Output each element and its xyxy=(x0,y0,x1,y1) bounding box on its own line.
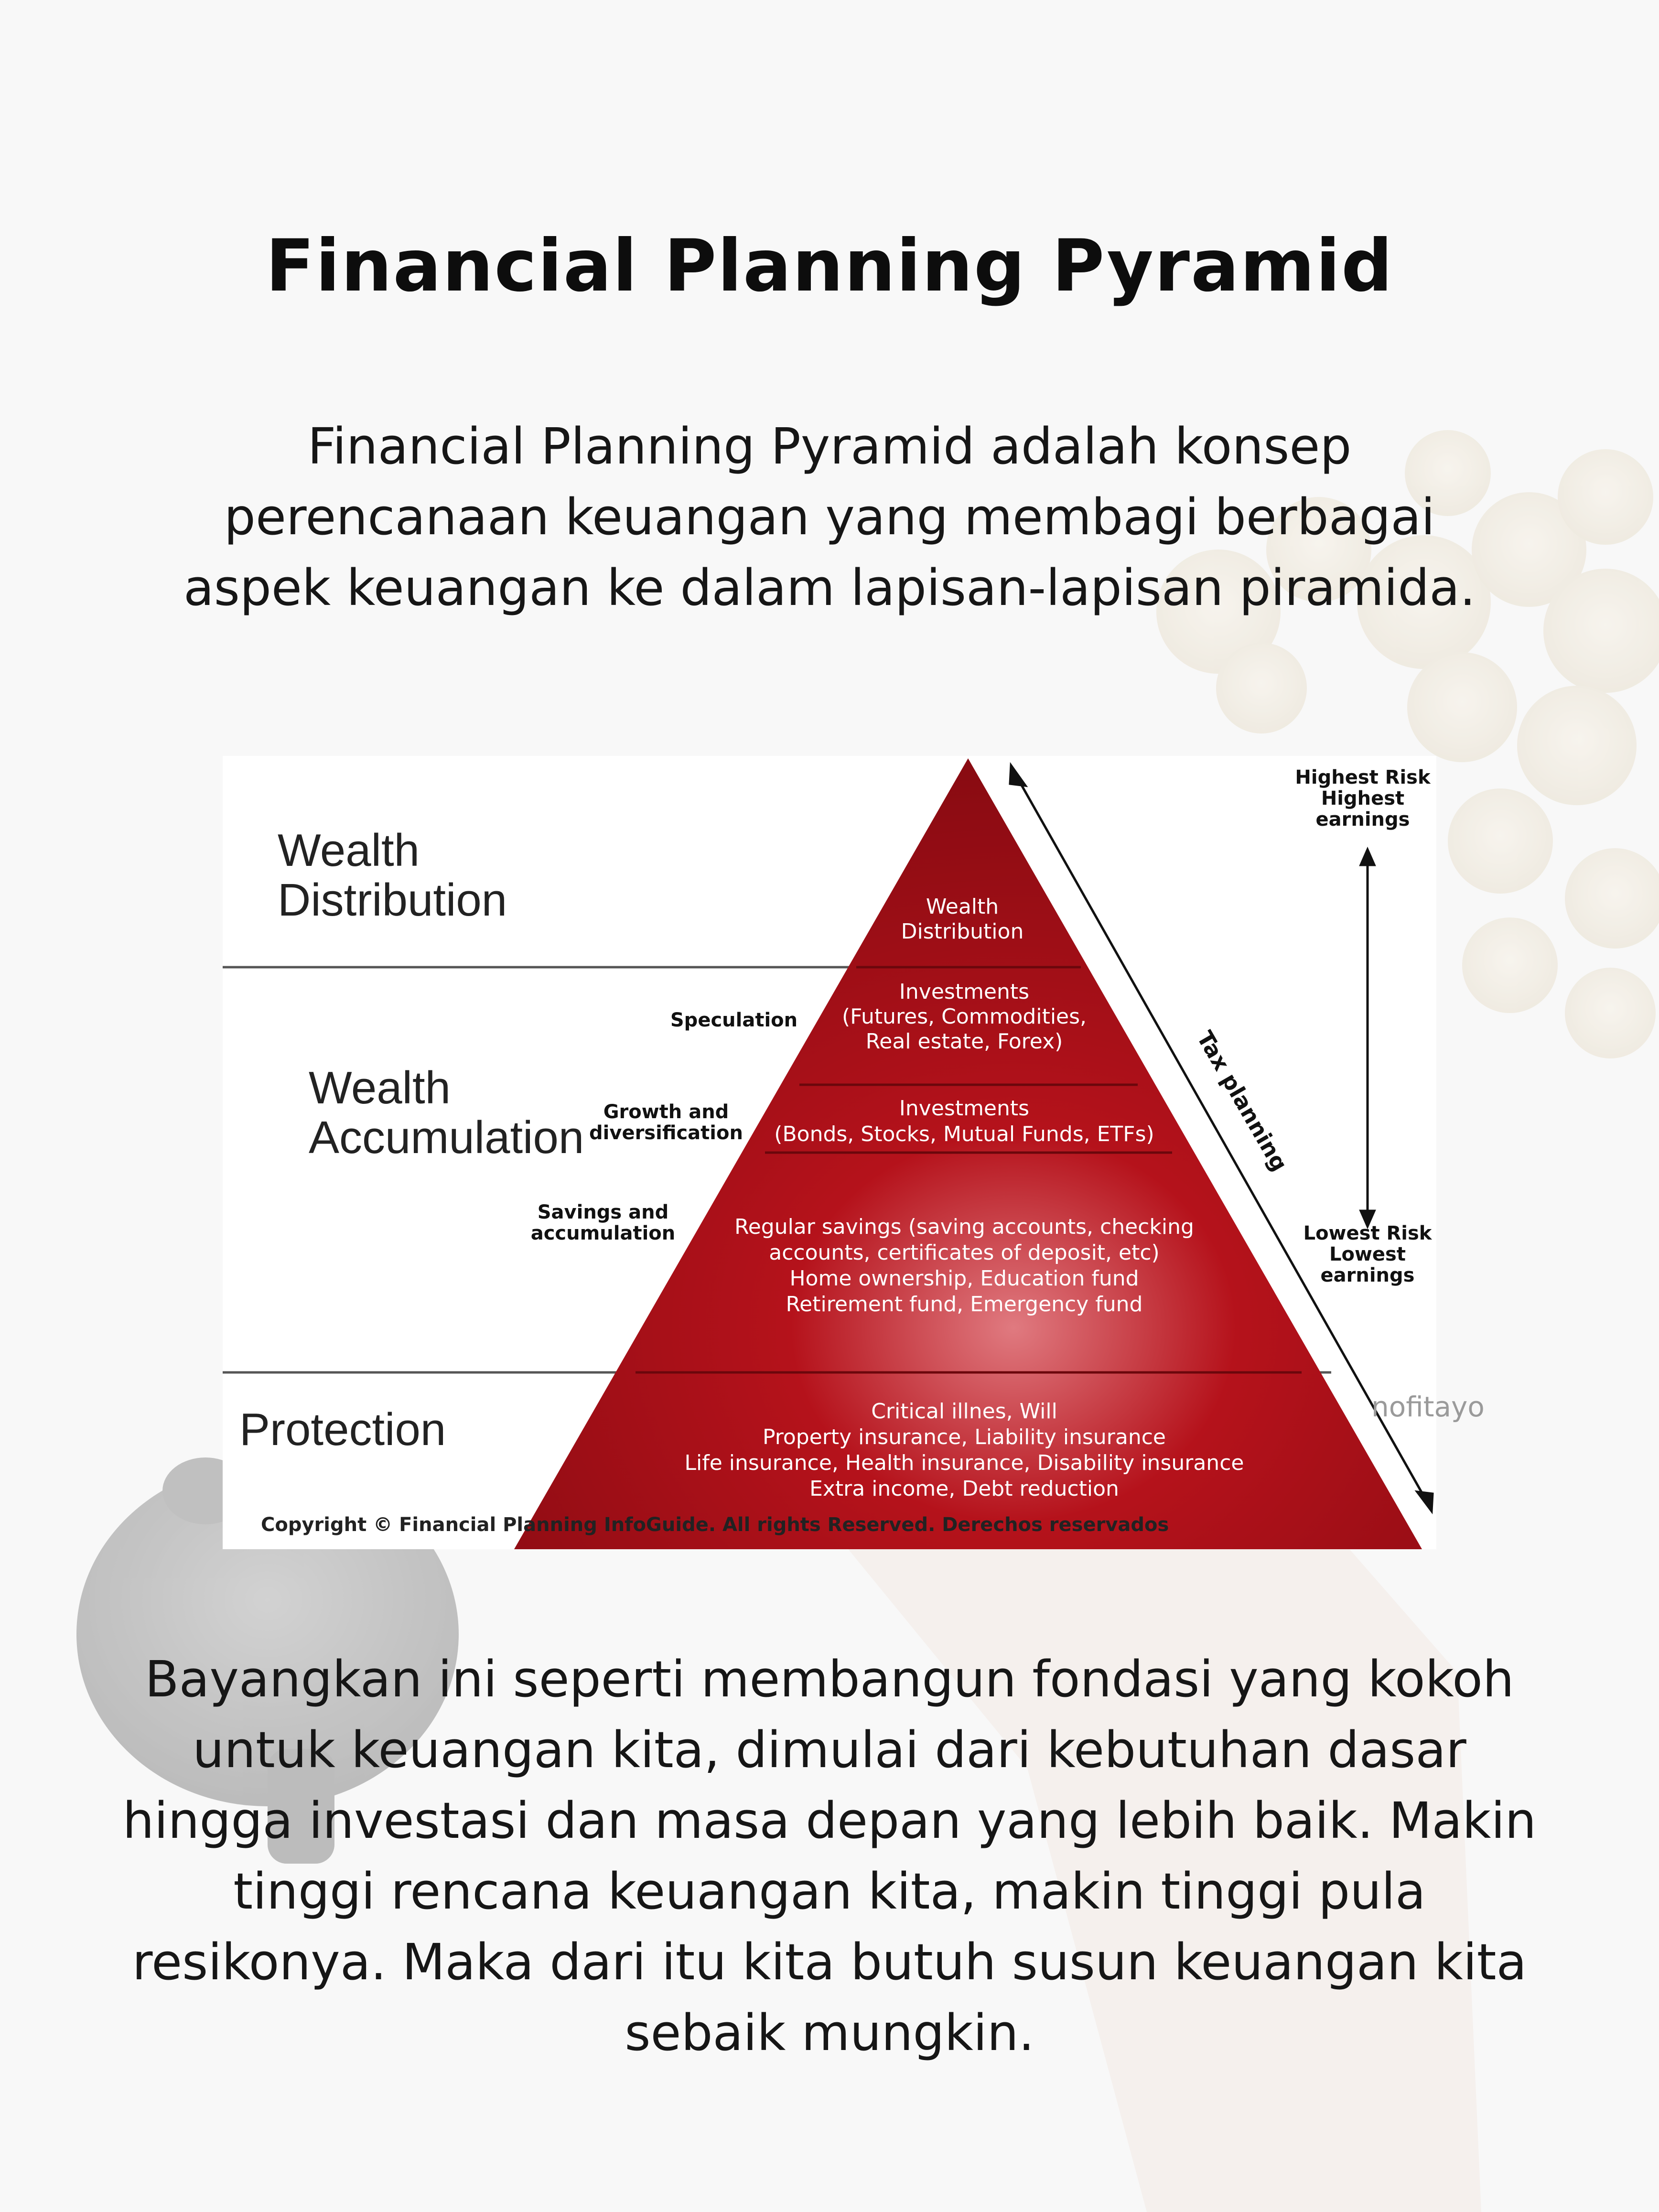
financial-pyramid-diagram xyxy=(223,756,1436,1549)
tier-savings-line-3: Home ownership, Education fund xyxy=(789,1266,1139,1291)
sections-labels xyxy=(239,825,584,1455)
tier-savings-line-1: Regular savings (saving accounts, checking xyxy=(734,1215,1194,1239)
intro-paragraph: Financial Planning Pyramid adalah konsep perencanaan keuangan yang membagi berbagai aspek keuangan ke dalam lapisan-lapisan piramida. xyxy=(183,417,1476,617)
risk-high-line-3: earnings xyxy=(1315,809,1410,831)
side-growth-line-1: Growth and xyxy=(603,1101,729,1123)
tier-investments-speculative-line-3: Real estate, Forex) xyxy=(865,1029,1063,1054)
page-title: Financial Planning Pyramid xyxy=(265,225,1394,308)
tax-planning-label: Tax planning xyxy=(1192,1026,1293,1176)
side-speculation-line-1: Speculation xyxy=(670,1009,798,1031)
risk-high-line-1: Highest Risk xyxy=(1295,766,1431,788)
risk-high-line-2: Highest xyxy=(1321,788,1405,809)
tier-savings-line-2: accounts, certificates of deposit, etc) xyxy=(769,1241,1160,1265)
tier-investments-growth-line-1: Investments xyxy=(899,1096,1030,1121)
tier-savings-line-4: Retirement fund, Emergency fund xyxy=(786,1292,1143,1316)
tier-investments-speculative-line-1: Investments xyxy=(899,980,1030,1004)
section-distribution-line-1: Wealth xyxy=(278,825,420,876)
tier-investments-growth-line-2: (Bonds, Stocks, Mutual Funds, ETFs) xyxy=(774,1122,1154,1146)
copyright-text: Copyright © Financial Planning InfoGuide. All rights Reserved. Derechos reservados xyxy=(261,1514,1169,1536)
risk-arrow xyxy=(1361,850,1374,1226)
risk-labels xyxy=(1295,766,1432,1286)
tier-protection-line-4: Extra income, Debt reduction xyxy=(809,1477,1119,1501)
section-accumulation-line-1: Wealth xyxy=(309,1062,451,1113)
tier-protection-line-2: Property insurance, Liability insurance xyxy=(763,1425,1166,1449)
closing-paragraph: Bayangkan ini seperti membangun fondasi yang kokoh untuk keuangan kita, dimulai dari kebutuhan dasar hingga investasi dan masa depan yang lebih baik. Makin tinggi rencana keuangan kita, makin tinggi pula resikonya. Maka dari itu kita butuh susun keuangan kita sebaik mungkin. xyxy=(122,1650,1537,2062)
tier-wealth-distribution-line-1: Wealth xyxy=(926,895,999,919)
side-savings-line-2: accumulation xyxy=(530,1222,676,1244)
section-protection-line-1: Protection xyxy=(239,1404,446,1455)
risk-low-line-3: earnings xyxy=(1320,1264,1415,1286)
tier-wealth-distribution-line-2: Distribution xyxy=(901,919,1024,944)
side-growth-line-2: diversification xyxy=(589,1122,743,1144)
tier-protection-line-3: Life insurance, Health insurance, Disability insurance xyxy=(684,1451,1244,1475)
side-savings-line-1: Savings and xyxy=(537,1201,669,1223)
watermark: nofitayo xyxy=(1371,1391,1485,1423)
tier-protection-line-1: Critical illnes, Will xyxy=(871,1399,1057,1424)
risk-low-line-2: Lowest xyxy=(1329,1243,1406,1265)
pyramid-svg xyxy=(223,756,1436,1549)
tier-investments-speculative-line-2: (Futures, Commodities, xyxy=(841,1004,1087,1029)
section-distribution-line-2: Distribution xyxy=(278,874,507,926)
risk-low-line-1: Lowest Risk xyxy=(1303,1222,1432,1244)
section-accumulation-line-2: Accumulation xyxy=(309,1112,584,1163)
